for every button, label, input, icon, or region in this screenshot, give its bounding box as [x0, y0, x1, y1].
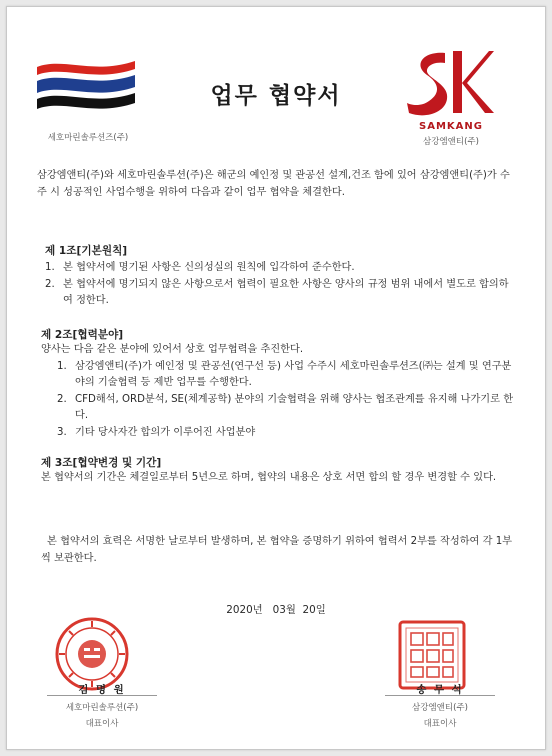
list-item-number: 2. — [45, 278, 55, 290]
list-item-number: 1. — [57, 360, 67, 372]
samkang-sk-logo-icon — [405, 47, 495, 123]
article-2 — [41, 327, 517, 441]
left-signer-name: 김 명 원 — [78, 684, 126, 696]
right-signer-role: 대표이사 — [423, 719, 457, 729]
samkang-brand-text: SAMKANG — [419, 121, 483, 132]
article-3-title: 제 3조[협약변경 및 기간] — [41, 457, 162, 469]
list-item — [57, 425, 517, 442]
left-signer-company: 세호마린솔루션(주) — [65, 703, 139, 713]
document-page — [6, 6, 546, 750]
article-3-lead: 본 협약서의 기간은 체결일로부터 5년으로 하며, 협약의 내용은 상호 서면 합의 할 경우 변경할 수 있다. — [41, 472, 497, 483]
list-item-number: 3. — [57, 426, 67, 438]
list-item-text: 삼강엠앤티(주)가 예인정 및 관공선(연구선 등) 사업 수주시 세호마린솔루션즈(㈜는 설계 및 연구분야의 기술협력 등 제반 업무를 수행한다. — [75, 360, 512, 388]
list-item-text: 본 협약서에 명기되지 않은 사항으로서 협력이 필요한 사항은 양사의 규정 범위 내에서 별도로 합의하여 정한다. — [63, 278, 509, 306]
list-item-number: 1. — [45, 262, 55, 273]
article-1 — [45, 243, 515, 310]
right-signer-name: 송 무 석 — [416, 684, 464, 696]
list-item-text: 기타 당사자간 합의가 이루어진 사업분야 — [75, 426, 256, 438]
article-2-lead: 양사는 다음 같은 분야에 있어서 상호 업무협력을 추진한다. — [41, 344, 304, 355]
article-3 — [41, 455, 517, 487]
list-item — [45, 277, 515, 310]
list-item-text: CFD해석, ORD분석, SE(체계공학) 분야의 기술협력을 위해 양사는 협조관계를 유지해 나가기로 한다. — [75, 393, 514, 421]
agreement-date: 2020년 03월 20일 — [226, 604, 326, 616]
right-company-caption: 삼강엠앤티(주) — [423, 137, 479, 147]
list-item — [57, 392, 517, 425]
article-1-title: 제 1조[기본원칙] — [45, 245, 128, 257]
left-company-caption: 세호마린솔루션즈(주) — [47, 133, 129, 143]
article-2-title: 제 2조[협력분야] — [41, 329, 124, 341]
list-item — [57, 359, 517, 392]
document-title: 업무 협약서 — [210, 83, 342, 109]
right-signer-company: 삼강엠앤티(주) — [412, 703, 468, 713]
list-item — [45, 260, 515, 277]
left-signer-role: 대표이사 — [85, 719, 119, 729]
list-item-number: 2. — [57, 393, 67, 405]
closing-paragraph: 본 협약서의 효력은 서명한 날로부터 발생하며, 본 협약을 증명하기 위하여 협력서 2부를 작성하여 각 1부씩 보관한다. — [41, 536, 513, 564]
intro-paragraph: 삼강엠앤티(주)와 세호마린솔루션(주)은 해군의 예인정 및 관공선 설계,건조 함에 있어 삼강엠앤티(주)가 수주 시 성공적인 사업수행을 위하여 다음과 같이 업무 협약을 체결한다. — [37, 170, 510, 198]
list-item-text: 본 협약서에 명기된 사항은 신의성실의 원칙에 입각하여 준수한다. — [63, 262, 355, 273]
